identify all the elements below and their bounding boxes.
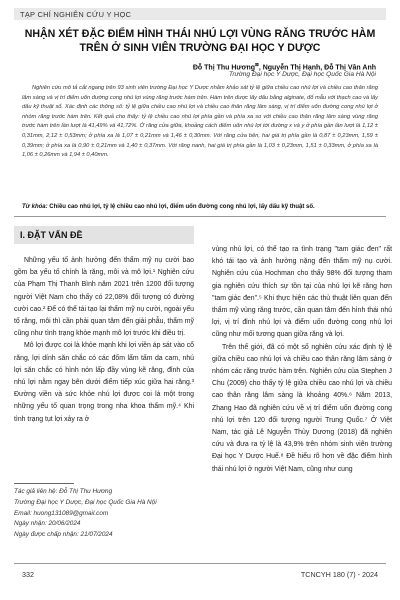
abstract-divider	[14, 216, 386, 217]
paragraph: Trên thế giới, đã có một số nghiên cứu xác định tỷ lệ giữa chiều cao nhú lợi và chiều cao thân răng lâm sàng ở nhóm các răng trước hàm trên. Nghiên cứu của Stephen J Chu (2009) cho thấy tỷ lệ giữa chiều cao nhú lợi và chiều cao thân răng lâm sàng là khoảng 40%.⁶ Năm 2013, Zhang Hao đã nghiên cứu về vị trí điểm uốn đường cong nhú lợi trên 120 đối tượng người Trung Quốc.⁷ Ở Việt Nam, tác giả Lê Nguyễn Thùy Dương (2018) đã nghiên cứu và đưa ra tỷ lệ là 43,9% trên nhóm sinh viên trường Đại học Y Dược Huế.⁸ Đề hiểu rõ hơn về đặc điểm hình thái nhú lợi ở người Việt Nam, cũng như cung	[212, 343, 392, 473]
email-note: Email: huong131089@gmail.com	[14, 509, 109, 517]
body-column-left	[14, 255, 194, 426]
body-column-right	[212, 244, 392, 476]
keywords-label: Từ khóa:	[22, 204, 48, 210]
keywords-text: Chiều cao nhú lợi, tỷ lệ chiều cao nhú lợi, điểm uốn đường cong nhú lợi, lấy dấu kỹ thuật số.	[47, 204, 315, 210]
institution-note: Trường Đại học Y Dược, Đại học Quốc Gia Hà Nội	[14, 498, 157, 506]
corresponding-author-mark: ⊠	[255, 62, 259, 67]
footer-divider	[14, 563, 386, 564]
keywords	[22, 203, 378, 212]
journal-issue: TCNCYH 180 (7) - 2024	[300, 570, 378, 579]
section-heading: I. ĐẶT VẤN ĐỀ	[20, 230, 83, 240]
journal-name: TẠP CHÍ NGHIÊN CỨU Y HỌC	[20, 9, 132, 19]
footnotes	[14, 487, 200, 541]
first-author: Đỗ Thị Thu Hương	[192, 64, 256, 72]
received-date-note: Ngày nhận: 20/06/2024	[14, 520, 81, 528]
footnote-divider	[14, 483, 74, 484]
abstract: Nghiên cứu mô tả cắt ngang trên 93 sinh viên trường Đại học Y Dược nhằm khảo sát tỷ lệ giữa chiều cao nhú lợi và chiều cao thân răng lâm sàng và vị trí điểm uốn đường cong nhú lợi vùng răng trước hàm trên. Hàm trên được lấy dấu bằng alginate, đổ mẫu với thạch cao và lấy dấu kỹ thuật số. Xác định các thông số: tỷ lệ giữa chiều cao nhú lợi và chiều cao thân răng lâm sàng, vị trí điểm uốn đường cong nhú lợi ở nhóm răng trước hàm trên. Kết quả cho thấy: tỷ lệ chiều cao nhú lợi phía gần và phía xa so với chiều cao thân răng lâm sàng vùng răng trước hàm trên lần lượt là 41,49% và 41,72%. Ở răng cửa giữa, khoảng cách điểm uốn nhú lợi tới đường x và y ở phía gần lần lượt là 1,12 ± 0,31mm, 2,12 ± 0,53mm; ở phía xa là 1,07 ± 0,21mm và 1,46 ± 0,30mm. Với răng cửa bên, hai giá trị phía gần là 0,87 ± 0,23mm, 1,59 ± 0,39mm; ở phía xa là 0,90 ± 0,21mm và 1,40 ± 0,37mm. Với răng nanh, hai giá trị phía gần là 1,03 ± 0,23mm, 1,51 ± 0,33mm, ở phía xa là 1,06 ± 0,26mm và 1,94 ± 0,40mm.	[22, 85, 378, 159]
paragraph: vùng nhú lợi, có thể tạo ra tình trạng "tam giác đen" rất khó tái tạo và ảnh hưởng nặng đến thẩm mỹ nụ cười. Nghiên cứu của Hochman cho thấy 98% đối tượng tham gia nghiên cứu thích sự tồn tại của nhú lợi kẽ răng hơn "tam giác đen".⁵ Khi thực hiện các thủ thuật liên quan đến thẩm mỹ vùng răng trước, cần quan tâm đến hình thái nhú lợi, vị trí đỉnh nhú lợi và điểm uốn đường cong nhú lợi cũng như mối tương quan giữa răng và lợi.	[212, 246, 392, 339]
corresponding-author-note: Tác giả liên hệ: Đỗ Thị Thu Hương	[14, 488, 113, 495]
co-authors: , Nguyễn Thị Hạnh, Đỗ Thị Vân Anh	[258, 64, 376, 72]
accepted-date-note: Ngày được chấp nhận: 21/07/2024	[14, 531, 113, 539]
paragraph: Mô lợi được coi là khỏe mạnh khi lợi viền áp sát vào cổ răng, lợi dính săn chắc có các đốm lấm tấm da cam, nhú lợi săn chắc có hình nón lấp đầy vùng kẽ răng, đỉnh của nhú lợi nằm ngay bên dưới điểm tiếp xúc giữa hai răng.³ Đường viền và sức khỏe nhú lợi được coi là một trong những yếu tố quan trọng trong nha khoa thẩm mỹ.⁴ Khi tình trạng tụt lợi xảy ra ở	[14, 342, 194, 423]
page-number: 332	[22, 570, 34, 579]
paragraph: Những yếu tố ảnh hưởng đến thẩm mỹ nụ cười bao gồm ba yếu tố chính là răng, môi và mô lợi.¹ Nghiên cứu của Phạm Thị Thanh Bình năm 2021 trên 1200 đối tượng người Việt Nam cho thấy có 22,08% đối tượng có đường cười cao.² Để có thể tái tạo lại thẩm mỹ nụ cười, ngoài yếu tố răng, môi thì cần phải quan tâm đến giải phẫu, thẩm mỹ cũng như tình trạng khỏe mạnh mô lợi trước khi điều trị.	[14, 257, 194, 338]
article-title: NHẬN XÉT ĐẶC ĐIỂM HÌNH THÁI NHÚ LỢI VÙNG RĂNG TRƯỚC HÀM TRÊN Ở SINH VIÊN TRƯỜNG ĐẠI HỌC Y DƯỢC	[24, 28, 376, 54]
affiliation: Trường Đại học Y Dược, Đại học Quốc Gia Hà Nội	[228, 71, 376, 78]
